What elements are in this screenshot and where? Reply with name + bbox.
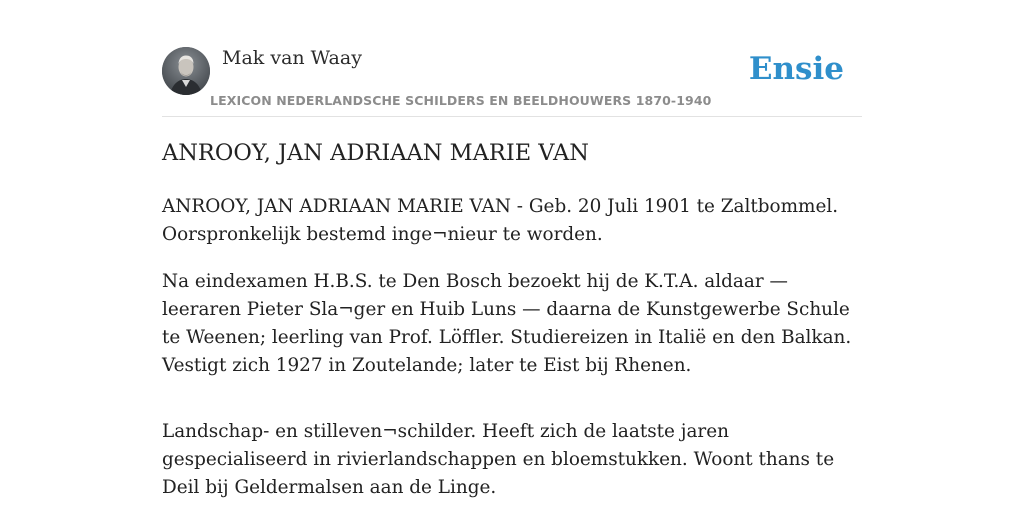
article-paragraph: ANROOY, JAN ADRIAAN MARIE VAN - Geb. 20 Juli 1901 te Zaltbommel. Oorspronkelijk bestemd inge¬nieur te worden. <box>162 196 839 245</box>
portrait-image <box>162 47 210 95</box>
article-paragraph: Na eindexamen H.B.S. te Den Bosch bezoekt hij de K.T.A. aldaar — leeraren Pieter Sla¬ger en Huib Luns — daarna de Kunstgewerbe Schule te Weenen; leerling van Prof. Löffler. Studiereizen in Italië en den Balkan. Vestigt zich 1927 in Zoutelande; later te Eist bij Rhenen. <box>162 271 852 376</box>
ensie-logo[interactable]: Ensie <box>748 51 844 87</box>
article-title: ANROOY, JAN ADRIAAN MARIE VAN <box>162 140 589 166</box>
article-paragraph: Landschap- en stilleven¬schilder. Heeft zich de laatste jaren gespecialiseerd in rivierlandschappen en bloemstukken. Woont thans te Deil bij Geldermalsen aan de Linge. <box>162 421 835 498</box>
article-body <box>162 193 862 512</box>
author-avatar[interactable] <box>162 47 210 95</box>
page-header <box>162 46 862 117</box>
author-name[interactable]: Mak van Waay <box>222 47 362 69</box>
publication-name[interactable]: LEXICON NEDERLANDSCHE SCHILDERS EN BEELDHOUWERS 1870-1940 <box>210 93 712 108</box>
